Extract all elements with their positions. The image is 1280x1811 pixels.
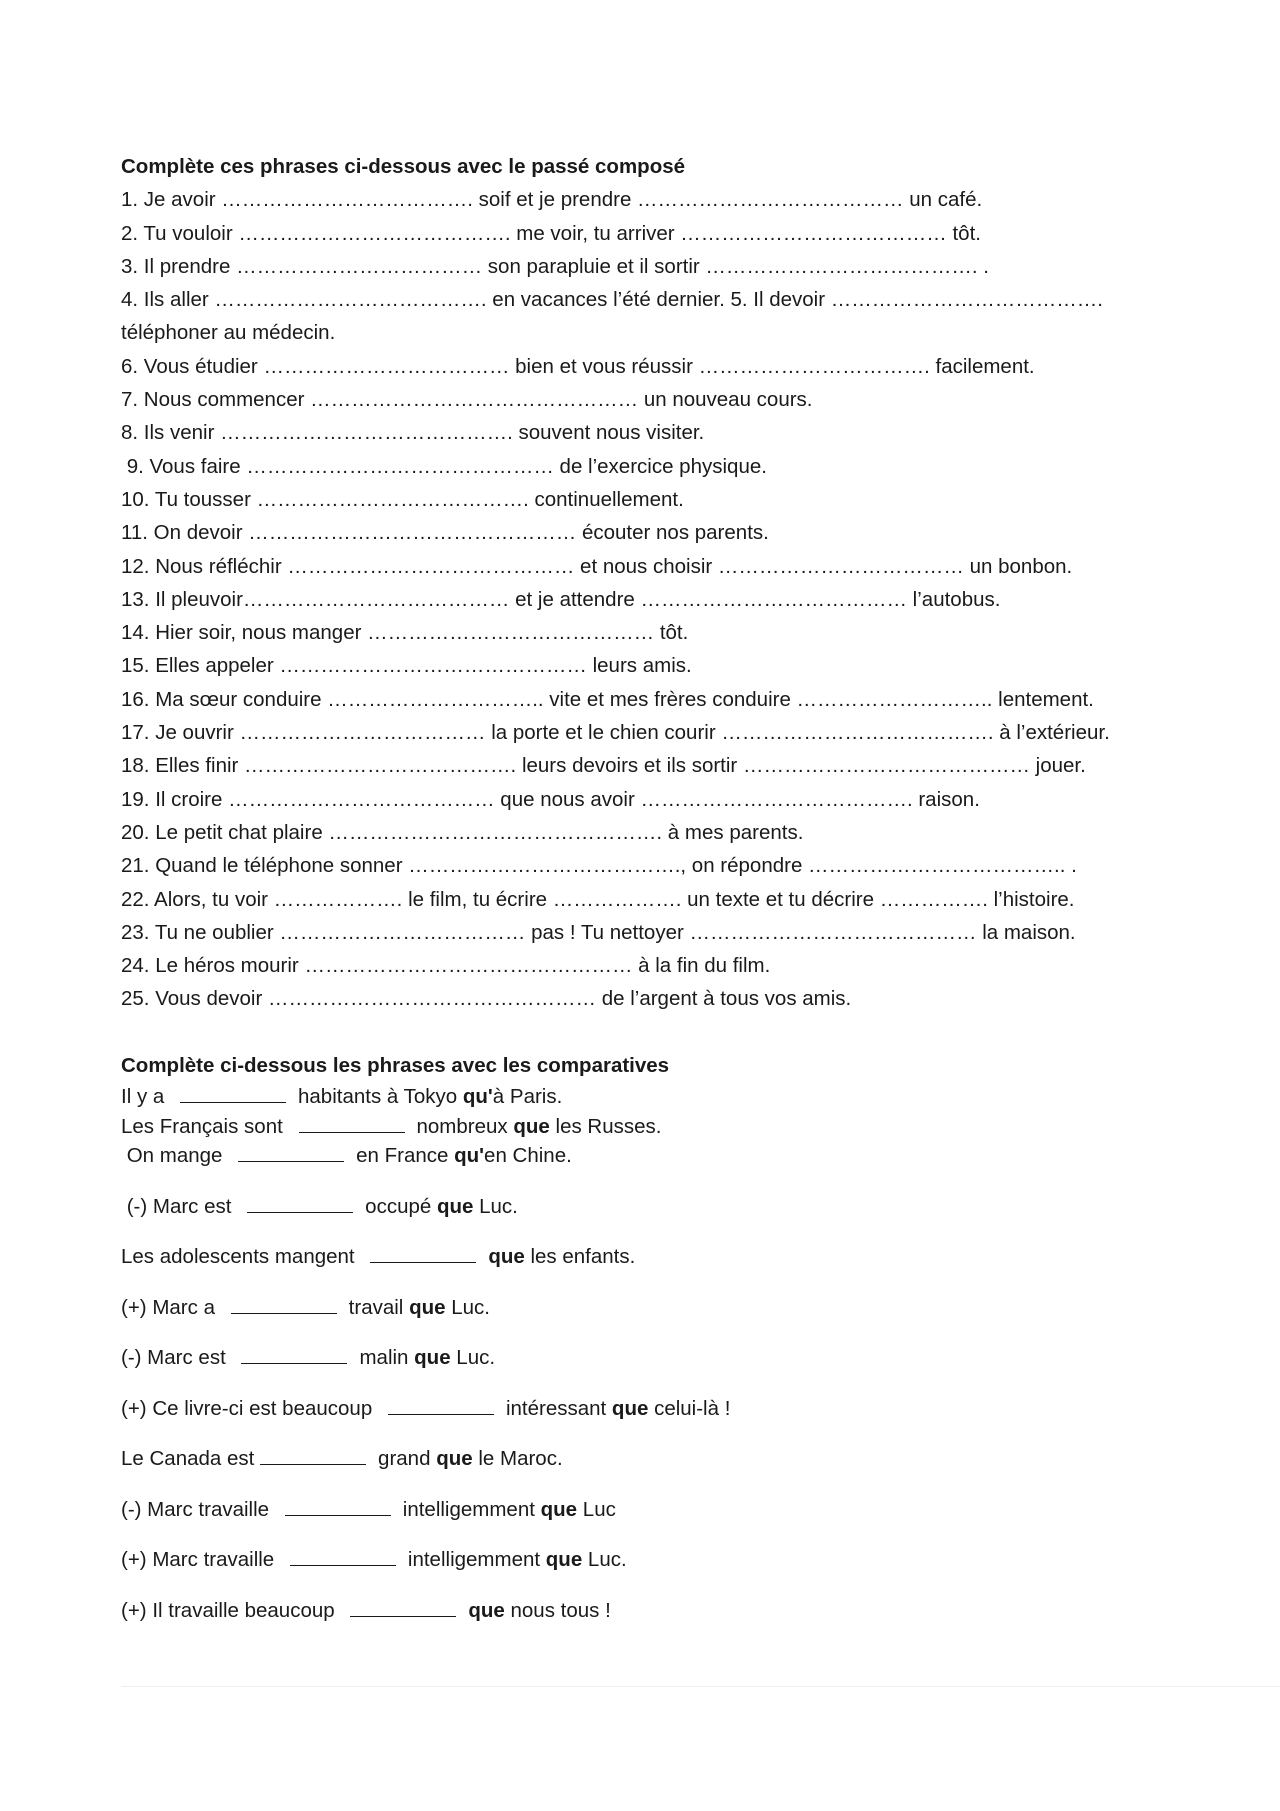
line-middle-text: nombreux [416,1114,514,1138]
exercise-line: 10. Tu tousser …………………………………. continuellement. [121,487,684,511]
answer-blank[interactable] [290,1547,396,1566]
answer-blank[interactable] [247,1194,353,1213]
line-middle-text: grand [378,1447,437,1471]
exercise-line: 19. Il croire ………………………………… que nous avoir …………………………………. raison. [121,787,980,811]
line-middle-text: intelligemment [402,1497,541,1521]
exercise-line: 11. On devoir ………………………………………… écouter nos parents. [121,521,769,545]
answer-blank[interactable] [238,1143,344,1162]
comparative-line [121,1495,1161,1525]
comparison-keyword: que [409,1295,446,1319]
line-start-text: (-) Marc travaille [121,1497,275,1521]
line-start-text: (+) Marc travaille [121,1548,280,1572]
line-middle-text: occupé [365,1194,437,1218]
worksheet-page [121,150,1161,1625]
comparative-line [121,1192,1161,1222]
comparatives-section [121,1049,1161,1625]
exercise-line: 4. Ils aller …………………………………. en vacances l’été dernier. 5. Il devoir …………………………………. [121,288,1103,312]
comparative-line [121,1141,1161,1171]
comparison-keyword: qu' [454,1144,485,1168]
line-end-text: les enfants. [524,1245,636,1269]
line-middle-text: travail [348,1295,410,1319]
comparative-line [121,1082,1161,1112]
line-middle-text: malin [359,1346,415,1370]
exercise-line: 24. Le héros mourir ………………………………………… à la fin du film. [121,954,771,978]
line-start-text: Les adolescents mangent [121,1245,361,1269]
line-end-text: Luc. [450,1346,496,1370]
exercise-line: 15. Elles appeler ……………………………………… leurs amis. [121,654,692,678]
exercise-line: 13. Il pleuvoir………………………………… et je attendre ………………………………… l’autobus. [121,587,1001,611]
exercise-line: 20. Le petit chat plaire …………………………………………. à mes parents. [121,820,804,844]
line-end-text: en Chine. [484,1144,572,1168]
exercise-line: 8. Ils venir ……………………………………. souvent nous visiter. [121,421,705,445]
line-start-text: On mange [121,1144,229,1168]
comparison-keyword: que [513,1114,550,1138]
comparison-keyword: que [436,1447,473,1471]
comparison-keyword: que [611,1396,649,1420]
comparison-keyword: que [468,1598,505,1622]
comparative-line [121,1112,1161,1142]
exercise-line: 23. Tu ne oublier ……………………………… pas ! Tu nettoyer …………………………………… la maison. [121,920,1076,944]
line-end-text: à Paris. [492,1085,563,1109]
line-end-text: Luc [577,1497,616,1521]
answer-blank[interactable] [388,1396,494,1415]
line-start-text: (+) Marc a [121,1295,221,1319]
comparative-line [121,1394,1161,1424]
line-middle-text: habitants à Tokyo [298,1085,463,1109]
comparative-line [121,1293,1161,1323]
answer-blank[interactable] [180,1084,286,1103]
line-start-text: (-) Marc est [121,1346,232,1370]
answer-blank[interactable] [299,1114,405,1133]
exercise-line: 25. Vous devoir ………………………………………… de l’argent à tous vos amis. [121,987,852,1011]
page-bottom-divider [121,1686,1280,1687]
line-start-text: (+) Ce livre-ci est beaucoup [121,1396,378,1420]
comparison-keyword: que [436,1194,474,1218]
exercise-line: téléphoner au médecin. [121,321,336,345]
exercise-line: 1. Je avoir ………………………………. soif et je prendre ………………………………… un café. [121,188,983,212]
comparative-line [121,1242,1161,1272]
line-start-text: Les Français sont [121,1114,289,1138]
comparison-keyword: que [488,1245,525,1269]
line-middle-text: intéressant [505,1396,612,1420]
comparison-keyword: que [545,1548,583,1572]
exercise-line: 12. Nous réfléchir …………………………………… et nous choisir ……………………………… un bonbon. [121,554,1073,578]
line-start-text: (+) Il travaille beaucoup [121,1598,341,1622]
exercise-line: 2. Tu vouloir …………………………………. me voir, tu arriver ………………………………… tôt. [121,221,981,245]
comparatives-exercise-list [121,1082,1161,1625]
line-start-text: (-) Marc est [121,1194,238,1218]
line-start-text: Le Canada est [121,1447,261,1471]
exercise-line: 6. Vous étudier ……………………………… bien et vous réussir ……………………………. facilement. [121,354,1035,378]
line-end-text: le Maroc. [472,1447,563,1471]
line-middle-text: en France [356,1144,455,1168]
passe-compose-exercise-list [121,183,1161,1015]
line-end-text: Luc. [445,1295,490,1319]
line-end-text: Luc. [582,1548,627,1572]
exercise-line: 9. Vous faire ……………………………………… de l’exercice physique. [121,454,767,478]
line-end-text: nous tous ! [504,1598,611,1622]
exercise-line: 3. Il prendre ……………………………… son parapluie et il sortir …………………………………. . [121,254,990,278]
comparative-line [121,1343,1161,1373]
exercise-line: 17. Je ouvrir ……………………………… la porte et le chien courir …………………………………. à l’extérieur. [121,721,1110,745]
line-end-text: les Russes. [549,1114,662,1138]
answer-blank[interactable] [370,1244,476,1263]
exercise-line: 7. Nous commencer ………………………………………… un nouveau cours. [121,388,813,412]
exercise-line: 21. Quand le téléphone sonner …………………………………., on répondre ……………………………….. . [121,854,1077,878]
exercise-line: 18. Elles finir …………………………………. leurs devoirs et ils sortir …………………………………… jouer. [121,754,1086,778]
line-end-text: Luc. [473,1194,518,1218]
comparative-line [121,1444,1161,1474]
comparative-line [121,1545,1161,1575]
answer-blank[interactable] [350,1598,456,1617]
answer-blank[interactable] [285,1497,391,1516]
line-start-text: Il y a [121,1085,170,1109]
section-comparatives-title: Complète ci-dessous les phrases avec les comparatives [121,1053,670,1077]
line-middle-text: intelligemment [407,1548,546,1572]
line-end-text: celui-là ! [648,1396,731,1420]
section-passe-compose-title: Complète ces phrases ci-dessous avec le passé composé [121,155,686,178]
answer-blank[interactable] [231,1295,337,1314]
exercise-line: 14. Hier soir, nous manger …………………………………… tôt. [121,621,689,645]
answer-blank[interactable] [260,1446,366,1465]
exercise-line: 16. Ma sœur conduire ………………………….. vite et mes frères conduire ……………………….. lentement. [121,687,1094,711]
answer-blank[interactable] [241,1345,347,1364]
comparison-keyword: que [540,1497,578,1521]
comparison-keyword: qu' [462,1085,493,1109]
exercise-line: 22. Alors, tu voir ………………. le film, tu écrire ………………. un texte et tu décrire ……………. l’histoire. [121,887,1075,911]
comparison-keyword: que [414,1346,451,1370]
comparative-line [121,1596,1161,1626]
